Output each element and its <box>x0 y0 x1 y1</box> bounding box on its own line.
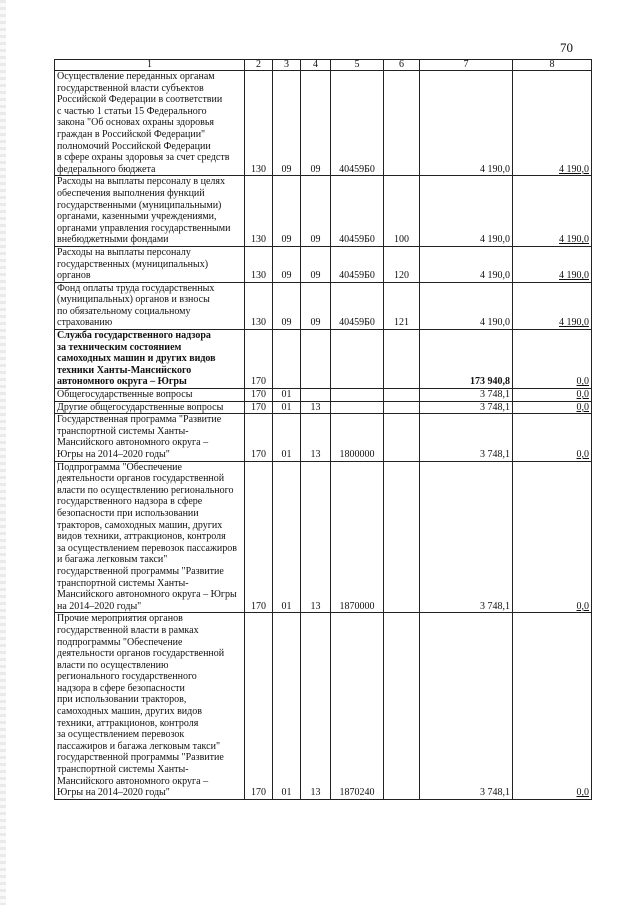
table-row <box>55 176 592 247</box>
table-row <box>55 401 592 414</box>
row-amount-7: 4 190,0 <box>420 282 513 329</box>
row-code-5 <box>331 330 384 389</box>
row-code-5: 40459Б0 <box>331 246 384 282</box>
row-code-6: 120 <box>384 246 420 282</box>
column-header: 2 <box>245 60 273 71</box>
row-code-4 <box>301 330 331 389</box>
row-amount-8: 4 190,0 <box>513 246 592 282</box>
row-code-4: 13 <box>301 461 331 613</box>
column-header: 1 <box>55 60 245 71</box>
row-code-6 <box>384 71 420 176</box>
row-code-6: 121 <box>384 282 420 329</box>
row-amount-7: 3 748,1 <box>420 613 513 800</box>
row-amount-8: 4 190,0 <box>513 71 592 176</box>
row-name: Подпрограмма "Обеспечение деятельности органов государственной власти по осуществлению регионального государственного надзора в сфере безопасности при использовании тракторов, самоходных машин, других видов техники, аттракционов, контроля за осуществлением перевозок пассажиров и багажа легковым такси" государственной программы "Развитие транспортной системы Ханты- Мансийского автономного округа – Югры на 2014–2020 годы" <box>55 461 245 613</box>
row-code-2: 130 <box>245 282 273 329</box>
table-row-section <box>55 330 592 389</box>
row-code-4: 09 <box>301 176 331 247</box>
row-amount-7: 4 190,0 <box>420 176 513 247</box>
table-row <box>55 389 592 402</box>
row-code-2: 170 <box>245 461 273 613</box>
row-name: Служба государственного надзора за техническим состоянием самоходных машин и других видов техники Ханты-Мансийского автономного округа – Югры <box>55 330 245 389</box>
row-amount-7: 3 748,1 <box>420 461 513 613</box>
row-code-2: 170 <box>245 389 273 402</box>
column-header: 8 <box>513 60 592 71</box>
row-code-3: 01 <box>273 461 301 613</box>
row-code-3: 01 <box>273 389 301 402</box>
row-name: Осуществление переданных органам государственной власти субъектов Российской Федерации в соответствии с частью 1 статьи 15 Федерального закона "Об основах охраны здоровья граждан в Российской Федерации" полномочий Российской Федерации в сфере охраны здоровья за счет средств федерального бюджета <box>55 71 245 176</box>
table-row <box>55 461 592 613</box>
row-code-2: 130 <box>245 71 273 176</box>
row-code-4: 09 <box>301 282 331 329</box>
header-row <box>55 60 592 71</box>
column-header: 7 <box>420 60 513 71</box>
row-amount-8: 0,0 <box>513 401 592 414</box>
row-code-5: 40459Б0 <box>331 71 384 176</box>
row-amount-8: 0,0 <box>513 613 592 800</box>
row-name: Расходы на выплаты персоналу государственных (муниципальных) органов <box>55 246 245 282</box>
row-code-5: 1870000 <box>331 461 384 613</box>
row-code-3 <box>273 330 301 389</box>
row-code-4: 09 <box>301 71 331 176</box>
row-code-4: 13 <box>301 414 331 461</box>
row-code-3: 01 <box>273 613 301 800</box>
row-amount-7: 3 748,1 <box>420 389 513 402</box>
row-amount-7: 4 190,0 <box>420 71 513 176</box>
row-code-5: 40459Б0 <box>331 282 384 329</box>
table-row <box>55 71 592 176</box>
row-amount-7: 3 748,1 <box>420 414 513 461</box>
table-row <box>55 282 592 329</box>
column-header: 5 <box>331 60 384 71</box>
row-code-5: 1870240 <box>331 613 384 800</box>
row-code-2: 170 <box>245 613 273 800</box>
row-code-6 <box>384 461 420 613</box>
row-amount-7: 173 940,8 <box>420 330 513 389</box>
table-row <box>55 613 592 800</box>
row-code-3: 09 <box>273 246 301 282</box>
column-header: 3 <box>273 60 301 71</box>
row-code-3: 09 <box>273 71 301 176</box>
row-code-3: 01 <box>273 414 301 461</box>
row-code-2: 170 <box>245 414 273 461</box>
row-code-6 <box>384 389 420 402</box>
row-code-2: 170 <box>245 401 273 414</box>
row-code-6 <box>384 401 420 414</box>
table-row <box>55 414 592 461</box>
row-code-4: 09 <box>301 246 331 282</box>
row-amount-8: 4 190,0 <box>513 176 592 247</box>
row-code-5 <box>331 401 384 414</box>
row-name: Фонд оплаты труда государственных (муниципальных) органов и взносы по обязательному социальному страхованию <box>55 282 245 329</box>
row-code-6 <box>384 613 420 800</box>
row-code-4: 13 <box>301 613 331 800</box>
row-code-3: 01 <box>273 401 301 414</box>
row-code-2: 130 <box>245 176 273 247</box>
row-code-5: 1800000 <box>331 414 384 461</box>
row-amount-8: 0,0 <box>513 414 592 461</box>
row-name: Государственная программа "Развитие транспортной системы Ханты- Мансийского автономного округа – Югры на 2014–2020 годы" <box>55 414 245 461</box>
table-row <box>55 246 592 282</box>
row-code-5 <box>331 389 384 402</box>
row-amount-7: 4 190,0 <box>420 246 513 282</box>
row-name: Прочие мероприятия органов государственной власти в рамках подпрограммы "Обеспечение деятельности органов государственной власти по осуществлению регионального государственного надзора в сфере безопасности при использовании тракторов, самоходных машин, других видов техники, аттракционов, контроля за осуществлением перевозок пассажиров и багажа легковым такси" государственной программы "Развитие транспортной системы Ханты- Мансийского автономного округа – Югры на 2014–2020 годы" <box>55 613 245 800</box>
page-number: 70 <box>560 40 573 55</box>
scan-edge-shading <box>0 0 6 905</box>
row-name: Другие общегосударственные вопросы <box>55 401 245 414</box>
row-amount-8: 4 190,0 <box>513 282 592 329</box>
row-code-6: 100 <box>384 176 420 247</box>
column-header: 6 <box>384 60 420 71</box>
row-code-2: 170 <box>245 330 273 389</box>
row-amount-8: 0,0 <box>513 461 592 613</box>
row-name: Расходы на выплаты персоналу в целях обеспечения выполнения функций государственными (муниципальными) органами, казенными учреждениями, органами управления государственными внебюджетными фондами <box>55 176 245 247</box>
row-amount-7: 3 748,1 <box>420 401 513 414</box>
row-name: Общегосударственные вопросы <box>55 389 245 402</box>
row-code-3: 09 <box>273 176 301 247</box>
row-code-6 <box>384 330 420 389</box>
row-code-4: 13 <box>301 401 331 414</box>
row-code-2: 130 <box>245 246 273 282</box>
row-amount-8: 0,0 <box>513 389 592 402</box>
row-code-4 <box>301 389 331 402</box>
row-code-6 <box>384 414 420 461</box>
row-code-5: 40459Б0 <box>331 176 384 247</box>
row-code-3: 09 <box>273 282 301 329</box>
row-amount-8: 0,0 <box>513 330 592 389</box>
budget-table <box>54 59 592 800</box>
column-header: 4 <box>301 60 331 71</box>
